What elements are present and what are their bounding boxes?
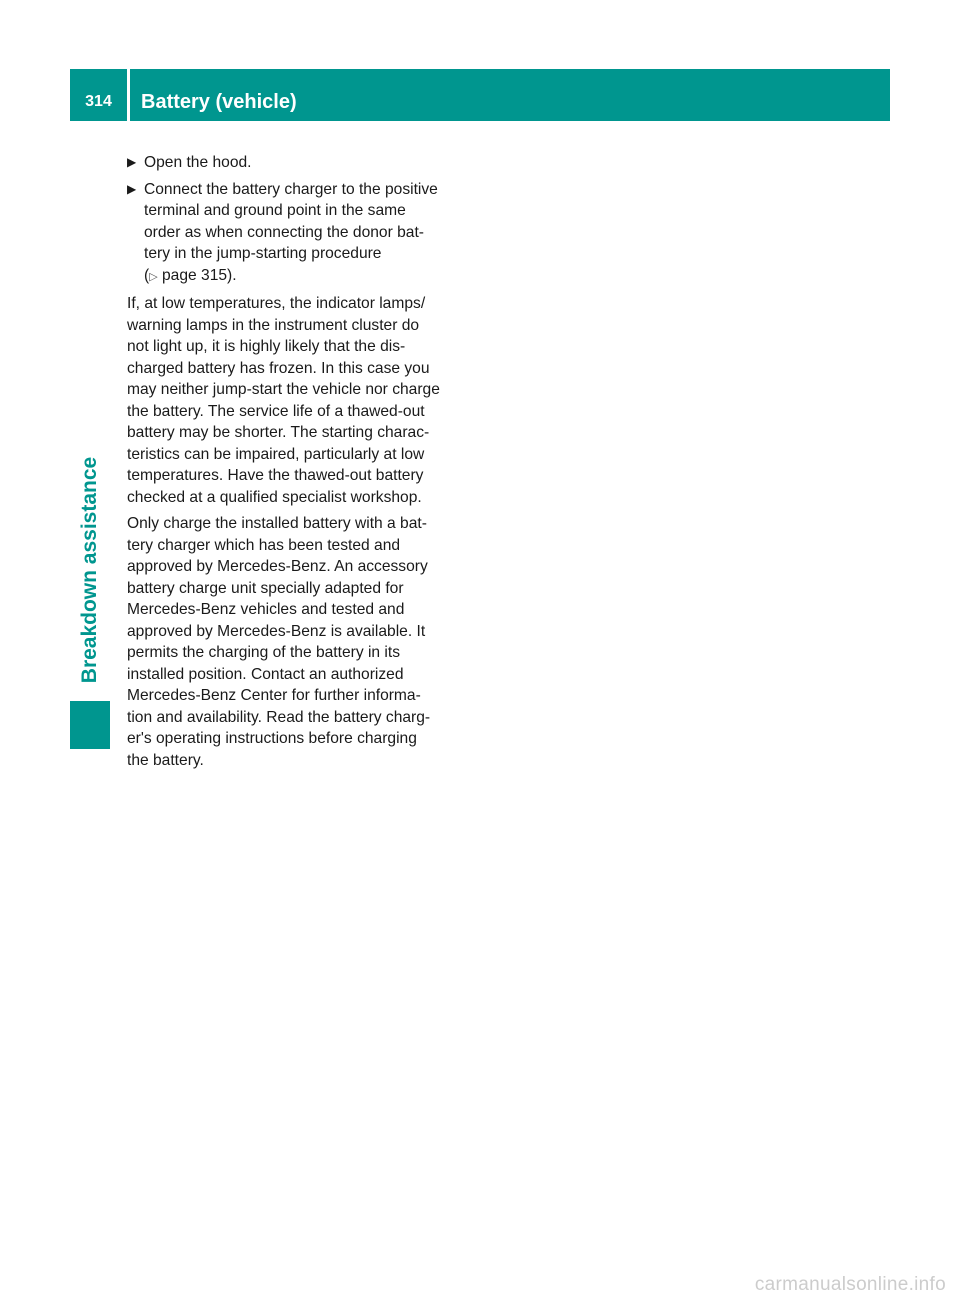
paragraph-line: If, at low temperatures, the indicator lamps/ [127, 295, 426, 312]
instruction-step [127, 152, 463, 174]
page-number: 314 [85, 93, 112, 110]
paragraph-line: the battery. [127, 751, 204, 769]
step-line: order as when connecting the donor bat- [144, 223, 425, 241]
paragraph-line: charged battery has frozen. In this case you [127, 359, 430, 377]
step-text: Open the hood. [144, 154, 252, 171]
watermark: carmanualsonline.info [754, 1274, 946, 1295]
paragraph-line: Only charge the installed battery with a bat- [127, 515, 427, 532]
section-title: Battery (vehicle) [141, 91, 297, 113]
page-reference[interactable] [144, 267, 237, 284]
instruction-step [127, 179, 463, 289]
paragraph-line: installed position. Contact an authorized [127, 665, 404, 683]
paragraph-line: approved by Mercedes-Benz. An accessory [127, 558, 428, 575]
paragraph-line: checked at a qualified specialist workshop. [127, 488, 422, 506]
paragraph-line: er's operating instructions before charging [127, 730, 417, 747]
ref-open-paren: ( [144, 266, 150, 284]
body-paragraph [127, 293, 463, 508]
paragraph-line: tery charger which has been tested and [127, 536, 401, 554]
step-line: Connect the battery charger to the positive [144, 180, 438, 198]
header-divider [127, 69, 130, 121]
paragraph-line: warning lamps in the instrument cluster do [127, 316, 420, 334]
paragraph-line: tion and availability. Read the battery charg- [127, 708, 431, 726]
paragraph-line: not light up, it is highly likely that the dis- [127, 338, 406, 355]
step-arrow-icon: ▶ [127, 181, 137, 196]
paragraph-line: battery charge unit specially adapted for [127, 579, 404, 597]
side-tab-block [70, 701, 110, 749]
step-arrow-icon: ▶ [127, 155, 137, 169]
step-line: terminal and ground point in the same [144, 202, 406, 219]
paragraph-line: Mercedes-Benz Center for further informa- [127, 687, 421, 704]
paragraph-line: may neither jump-start the vehicle nor charge [127, 381, 440, 398]
paragraph-line: battery may be shorter. The starting charac- [127, 424, 430, 441]
page-content [127, 152, 463, 776]
page-reference-arrow-icon: ▷ [149, 270, 158, 283]
paragraph-line: permits the charging of the battery in its [127, 644, 401, 661]
side-tab-label-text: Breakdown assistance [78, 456, 101, 684]
step-line: tery in the jump-starting procedure [144, 245, 382, 262]
paragraph-line: temperatures. Have the thawed-out battery [127, 467, 424, 484]
paragraph-line: approved by Mercedes-Benz is available. It [127, 622, 426, 640]
paragraph-line: the battery. The service life of a thawed-out [127, 402, 425, 420]
side-tab-label [70, 440, 110, 700]
paragraph-line: Mercedes-Benz vehicles and tested and [127, 601, 405, 618]
body-paragraph [127, 513, 463, 771]
paragraph-line: teristics can be impaired, particularly at low [127, 445, 425, 463]
page-reference-text: page 315). [157, 266, 237, 284]
